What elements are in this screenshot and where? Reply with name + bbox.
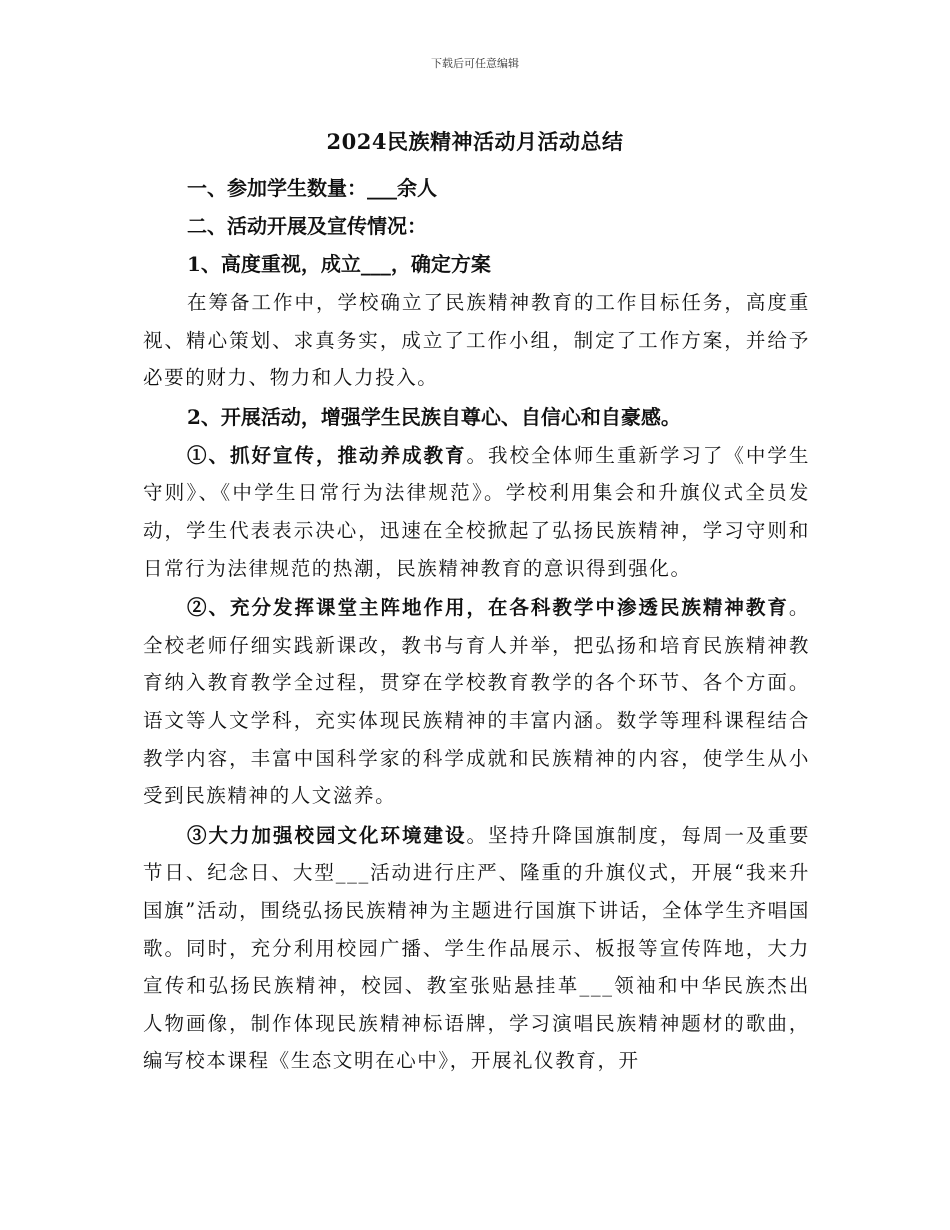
paragraph-publicity-lead: ①、抓好宣传，推动养成教育: [187, 443, 467, 467]
document-body: [143, 170, 810, 1082]
subsection-heading-planning: 1、高度重视，成立___，确定方案: [187, 252, 491, 276]
paragraph-planning: 在筹备工作中，学校确立了民族精神教育的工作目标任务，高度重视、精心策划、求真务实，成立了工作小组，制定了工作方案，并给予必要的财力、物力和人力投入。: [143, 291, 810, 390]
paragraph-classroom-lead: ②、充分发挥课堂主阵地作用，在各科教学中渗透民族精神教育: [187, 596, 789, 620]
paragraph-campus-culture-text: 。坚持升降国旗制度，每周一及重要节日、纪念日、大型___活动进行庄严、隆重的升旗仪式，开展“我来升国旗”活动，围绕弘扬民族精神为主题进行国旗下讲话，全体学生齐唱国歌。同时，充分利用校园广播、学生作品展示、板报等宣传阵地，大力宣传和弘扬民族精神，校园、教室张贴悬挂革___领袖和中华民族杰出人物画像，制作体现民族精神标语牌，学习演唱民族精神题材的歌曲，编写校本课程《生态文明在心中》，开展礼仪教育，开: [143, 823, 810, 1073]
paragraph-publicity-text: 。我校全体师生重新学习了《中学生守则》、《中学生日常行为法律规范》。学校利用集会和升旗仪式全员发动，学生代表表示决心，迅速在全校掀起了弘扬民族精神，学习守则和日常行为法律规范的热潮，民族精神教育的意识得到强化。: [143, 443, 810, 580]
section-heading-activities: 二、活动开展及宣传情况：: [187, 214, 427, 238]
subsection-heading-activities: 2、开展活动，增强学生民族自尊心、自信心和自豪感。: [187, 404, 681, 429]
section-heading-participants: 一、参加学生数量：___余人: [187, 176, 437, 200]
paragraph-classroom-text: 。全校老师仔细实践新课改，教书与育人并举，把弘扬和培育民族精神教育纳入教育教学全过程，贯穿在学校教育教学的各个环节、各个方面。语文等人文学科，充实体现民族精神的丰富内涵。数学等理科课程结合教学内容，丰富中国科学家的科学成就和民族精神的内容，使学生从小受到民族精神的人文滋养。: [143, 596, 810, 808]
paragraph-classroom: [143, 589, 810, 815]
header-note: 下载后可任意编辑: [431, 57, 519, 70]
paragraph-campus-culture-lead: ③大力加强校园文化环境建设: [187, 823, 467, 847]
document-title: 2024民族精神活动月活动总结: [326, 129, 624, 154]
paragraph-campus-culture: [143, 817, 810, 1080]
paragraph-publicity: [143, 437, 810, 587]
